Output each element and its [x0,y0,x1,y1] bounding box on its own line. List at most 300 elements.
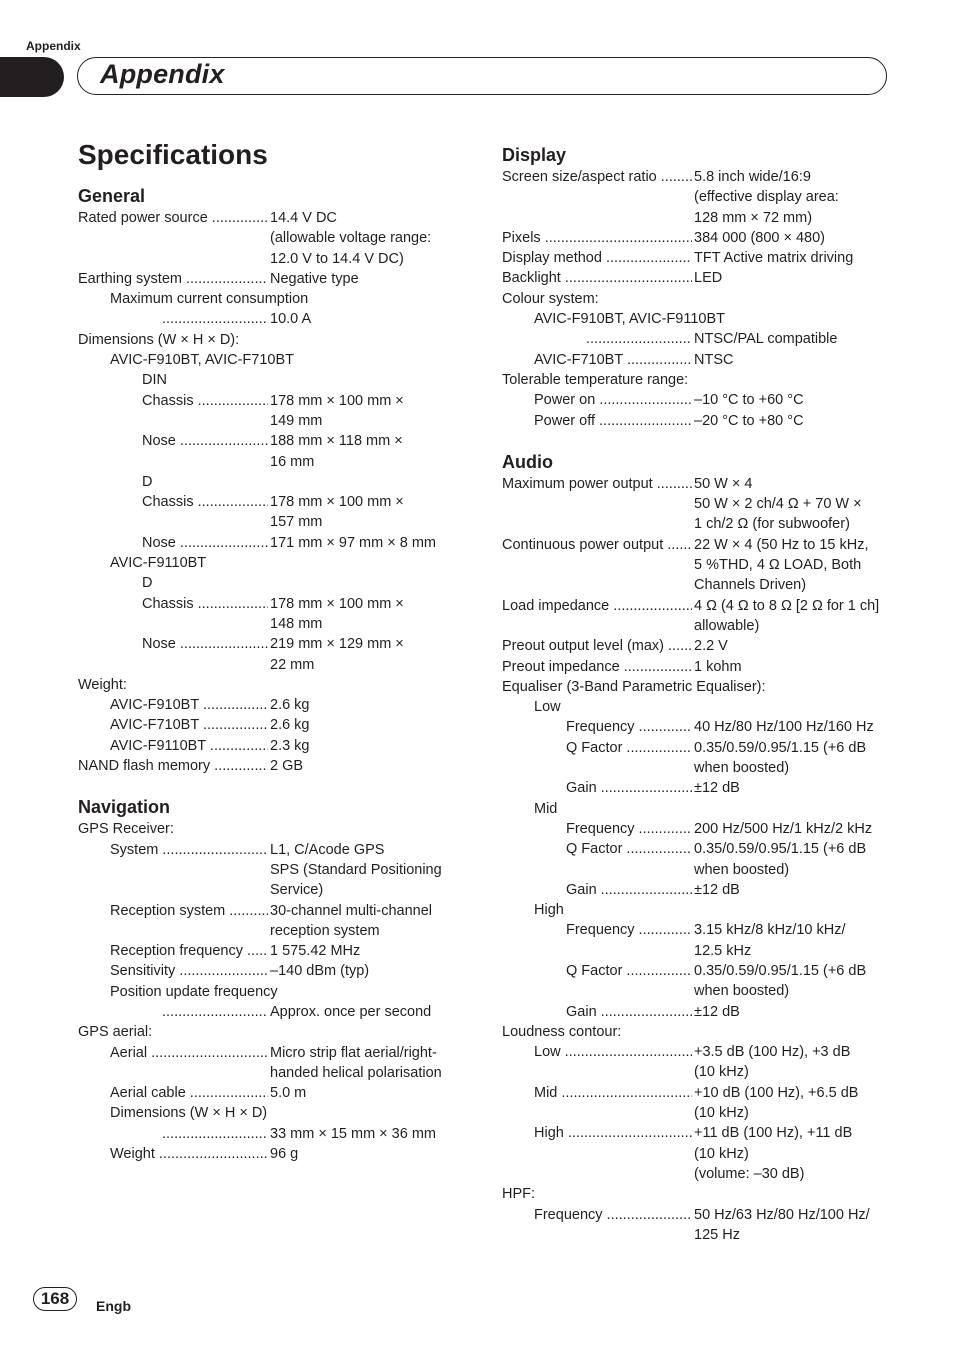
spec-row [78,208,468,269]
spec-row [502,636,892,656]
spec-value-line: 2.3 kg [270,737,310,754]
spec-label-text: Q Factor [566,841,623,858]
spec-row [502,1123,892,1184]
spec-value-line: (allowable voltage range: [270,230,432,247]
spec-label [142,533,268,553]
spec-value-line: Micro strip flat aerial/right- [270,1044,437,1061]
spec-label-text: Mid [534,1084,558,1101]
spec-value [694,474,892,535]
spec-label [110,1144,268,1164]
spec-label-text: Screen size/aspect ratio [502,169,657,185]
spec-row [78,634,468,675]
spec-heading-label: D [142,473,153,490]
spec-row [502,350,892,370]
spec-value-line: (volume: –30 dB) [694,1165,805,1182]
spec-heading-label: Tolerable temperature range: [502,371,689,388]
spec-value [270,695,468,715]
spec-value [270,901,468,942]
spec-row [502,778,892,798]
spec-row [78,1144,468,1164]
spec-value-line: 33 mm × 15 mm × 36 mm [270,1125,436,1142]
spec-row [502,1002,892,1022]
spec-value [270,269,468,289]
spec-value-line: 30-channel multi-channel [270,902,433,919]
spec-heading-label: Low [534,699,561,716]
spec-value [270,391,468,432]
spec-label-text: Preout impedance [502,658,620,675]
spec-value [270,961,468,981]
spec-row [78,1022,468,1042]
spec-row [78,269,468,289]
spec-value-line: 219 mm × 129 mm × [270,636,404,653]
spec-value-line: allowable) [694,617,760,634]
spec-value-line: +10 dB (100 Hz), +6.5 dB [694,1084,859,1101]
spec-heading-label: Equaliser (3-Band Parametric Equaliser): [502,678,766,695]
spec-row [502,819,892,839]
spec-value-line: ±12 dB [694,881,740,898]
spec-value-line: (effective display area: [694,189,839,206]
spec-label [110,695,268,715]
spec-value-line: 10.0 A [270,311,312,328]
spec-value-line: 200 Hz/500 Hz/1 kHz/2 kHz [694,820,873,837]
spec-label [502,596,692,616]
spec-value-line: 96 g [270,1146,299,1163]
spec-value [270,492,468,533]
spec-label [110,1083,268,1103]
spec-value-line: –10 °C to +60 °C [694,392,804,409]
spec-label-text: Aerial cable [110,1085,186,1102]
spec-value-line: 178 mm × 100 mm × [270,392,404,409]
spec-heading-label: High [534,902,564,919]
spec-row [78,330,468,350]
spec-label [502,268,692,288]
spec-row [502,535,892,596]
spec-label-text: Gain [566,881,597,898]
spec-label-text: Low [534,1044,561,1061]
spec-label-text: Backlight [502,270,561,287]
spec-value-line: 22 mm [270,656,315,673]
spec-row [502,738,892,779]
spec-value [270,1144,468,1164]
spec-label [566,839,692,859]
spec-row [78,431,468,472]
spec-row [502,167,892,228]
spec-label-text: High [534,1125,564,1142]
spec-value-line: 0.35/0.59/0.95/1.15 (+6 dB [694,739,867,756]
spec-value [694,411,892,431]
spec-heading-label: Weight: [78,676,127,693]
spec-value-line: Approx. once per second [270,1003,432,1020]
spec-label [566,717,692,737]
spec-value [694,717,892,737]
spec-value-line: +11 dB (100 Hz), +11 dB [694,1125,853,1142]
left-column [78,184,468,1164]
spec-value-line: (10 kHz) [694,1105,749,1122]
spec-row [502,1083,892,1124]
spec-value [694,248,892,268]
spec-value-line: 5.0 m [270,1085,307,1102]
spec-value-line: 178 mm × 100 mm × [270,595,404,612]
spec-value [694,1002,892,1022]
spec-label [142,431,268,451]
spec-label [162,309,268,329]
right-column [502,143,892,1245]
spec-row [502,268,892,288]
spec-value-line: L1, C/Acode GPS [270,841,385,858]
spec-value [694,1042,892,1083]
spec-label-text: AVIC-F710BT [110,717,199,734]
spec-row [78,594,468,635]
spec-row [502,717,892,737]
spec-row [502,799,892,819]
spec-value-line: ±12 dB [694,1003,740,1020]
spec-label [110,941,268,961]
spec-label-text: Chassis [142,392,194,409]
spec-value-line: TFT Active matrix driving [694,250,854,267]
spec-value-line: 188 mm × 118 mm × [270,433,403,450]
spec-value [270,756,468,776]
spec-value-line: 5 %THD, 4 Ω LOAD, Both [694,557,862,574]
spec-row [502,1022,892,1042]
spec-label-text: Gain [566,780,597,797]
spec-row [78,1083,468,1103]
spec-label-text: Reception system [110,902,226,919]
spec-value-line: 14.4 V DC [270,210,337,226]
spec-row [78,1002,468,1022]
spec-value-line: 128 mm × 72 mm) [694,209,813,226]
spec-label [502,228,692,248]
spec-value-line: 16 mm [270,453,315,470]
spec-value [694,1123,892,1184]
spec-label-text: Frequency [566,820,635,837]
spec-label-text: Continuous power output [502,536,664,553]
section-heading: Display [502,145,567,165]
spec-label [110,840,268,860]
spec-label-text: Maximum power output [502,475,653,492]
spec-value [270,840,468,901]
spec-value [270,634,468,675]
spec-row [78,715,468,735]
spec-value-line: 148 mm [270,615,323,632]
spec-value-line: 125 Hz [694,1226,740,1243]
spec-value-line: ±12 dB [694,780,740,797]
spec-value-line: 4 Ω (4 Ω to 8 Ω [2 Ω for 1 ch] [694,597,880,614]
spec-label [502,248,692,268]
spec-row [502,411,892,431]
spec-row [502,309,892,329]
spec-row [78,675,468,695]
spec-label [502,657,692,677]
spec-value [694,350,892,370]
spec-label [566,1002,692,1022]
spec-value-line: reception system [270,922,380,939]
spec-row [502,657,892,677]
spec-value-line: 40 Hz/80 Hz/100 Hz/160 Hz [694,719,874,736]
running-head: Appendix [26,39,81,53]
spec-row [502,596,892,637]
spec-label [110,961,268,981]
spec-heading-label: Position update frequency [110,983,278,1000]
spec-label [534,1083,692,1103]
spec-heading-label: GPS aerial: [78,1024,153,1041]
spec-heading-label: GPS Receiver: [78,821,174,838]
spec-label [78,269,268,289]
spec-value-line: 12.5 kHz [694,942,752,959]
section-heading: Audio [502,451,553,472]
spec-row [78,573,468,593]
spec-label [534,411,692,431]
spec-label-text: Load impedance [502,597,610,614]
spec-row [78,756,468,776]
spec-heading-label: DIN [142,372,167,389]
spec-value [694,636,892,656]
spec-heading-label: AVIC-F910BT, AVIC-F710BT [110,352,294,369]
spec-label [502,636,692,656]
spec-row [78,695,468,715]
section-tab [0,57,64,97]
spec-heading-label: Loudness contour: [502,1023,622,1040]
spec-label-text: AVIC-F710BT [534,351,623,368]
spec-value-line: –20 °C to +80 °C [694,412,804,429]
language-code: Engb [96,1298,131,1314]
spec-label [78,208,268,228]
spec-value [694,839,892,880]
spec-value [694,819,892,839]
spec-value [270,594,468,635]
spec-label-text: Nose [142,636,176,653]
spec-label-text: Pixels [502,229,541,246]
spec-heading-label: D [142,575,153,592]
spec-label-text: Sensitivity [110,963,176,980]
spec-label [566,819,692,839]
chapter-banner [77,57,887,95]
spec-label [502,535,692,555]
spec-value [694,228,892,248]
spec-row [502,1042,892,1083]
spec-label [534,350,692,370]
spec-value [694,961,892,1002]
spec-label [566,738,692,758]
spec-label-text: Frequency [534,1206,603,1223]
spec-row [502,1184,892,1204]
spec-value-line: when boosted) [694,760,790,777]
spec-value-line: 149 mm [270,412,323,429]
spec-label [566,920,692,940]
spec-value-line: 50 W × 2 ch/4 Ω + 70 W × [694,496,862,513]
spec-value-line: 2.6 kg [270,717,310,734]
spec-row [78,370,468,390]
spec-label-text: AVIC-F910BT [110,697,199,714]
spec-value [694,778,892,798]
spec-value [270,431,468,472]
spec-row [502,329,892,349]
spec-value-line: 2.2 V [694,638,728,655]
spec-row [78,819,468,839]
spec-heading-label: Dimensions (W × H × D) [110,1105,268,1122]
spec-value-line: 12.0 V to 14.4 V DC) [270,250,404,267]
spec-row [502,697,892,717]
spec-label [142,391,268,411]
spec-value-line: NTSC/PAL compatible [694,331,838,348]
spec-label [502,167,692,187]
spec-row [502,677,892,697]
spec-value-line: –140 dBm (typ) [270,963,370,980]
spec-value-line: handed helical polarisation [270,1064,442,1081]
spec-row [78,289,468,309]
spec-value-line: Negative type [270,270,359,287]
spec-heading-label: Dimensions (W × H × D): [78,331,240,348]
spec-label-text: Frequency [566,719,635,736]
spec-value-line: 3.15 kHz/8 kHz/10 kHz/ [694,922,846,939]
spec-row [502,370,892,390]
spec-row [502,1205,892,1246]
spec-label-text: Gain [566,1003,597,1020]
spec-value [270,208,468,269]
spec-row [78,736,468,756]
spec-value-line: SPS (Standard Positioning [270,861,442,878]
spec-value-line: LED [694,270,723,287]
spec-label-text: Earthing system [78,270,182,287]
spec-row [78,840,468,901]
spec-row [502,228,892,248]
spec-value-line: 50 Hz/63 Hz/80 Hz/100 Hz/ [694,1206,870,1223]
spec-value [694,268,892,288]
spec-row [78,350,468,370]
spec-label-text: Reception frequency [110,943,243,960]
spec-value-line: when boosted) [694,983,790,1000]
spec-label-text: Preout output level (max) [502,638,664,655]
spec-value [270,941,468,961]
spec-row [502,248,892,268]
spec-value [270,1124,468,1144]
spec-value [694,167,892,228]
spec-label-text: Power off [534,412,595,429]
spec-value [694,1205,892,1246]
spec-row [502,839,892,880]
spec-label-text: Chassis [142,595,194,612]
spec-row [78,941,468,961]
spec-label-text: Weight [110,1146,155,1163]
spec-heading-label: HPF: [502,1186,536,1203]
spec-row [78,472,468,492]
spec-value-line: 0.35/0.59/0.95/1.15 (+6 dB [694,841,867,858]
spec-row [78,1124,468,1144]
spec-value [270,1002,468,1022]
spec-value-line: 171 mm × 97 mm × 8 mm [270,534,436,551]
spec-row [78,901,468,942]
spec-value-line: 0.35/0.59/0.95/1.15 (+6 dB [694,962,867,979]
spec-row [502,880,892,900]
spec-value-line: (10 kHz) [694,1145,749,1162]
spec-value-line: NTSC [694,351,734,368]
spec-label [162,1124,268,1144]
spec-row [78,961,468,981]
spec-value-line: 22 W × 4 (50 Hz to 15 kHz, [694,536,869,553]
spec-row [502,920,892,961]
spec-label [142,492,268,512]
spec-value [270,533,468,553]
spec-value [694,1083,892,1124]
spec-row [502,474,892,535]
spec-row [78,533,468,553]
spec-value-line: 1 kohm [694,658,742,675]
spec-label-text: Display method [502,250,602,267]
spec-label [566,778,692,798]
spec-label-text: System [110,841,159,858]
spec-label-text: Rated power source [78,210,208,226]
spec-value-line: 50 W × 4 [694,475,753,492]
spec-value [270,715,468,735]
spec-label [566,880,692,900]
spec-label [502,474,692,494]
spec-value-line: 1 575.42 MHz [270,943,361,960]
spec-value [694,390,892,410]
spec-value [694,738,892,779]
spec-value-line: 384 000 (800 × 480) [694,229,826,246]
section-heading: Navigation [78,797,171,818]
spec-row [78,492,468,533]
spec-heading-label: Colour system: [502,290,599,307]
spec-row [502,900,892,920]
spec-row [78,982,468,1002]
spec-label [534,1205,692,1225]
spec-value-line: 157 mm [270,514,323,531]
spec-row [78,1103,468,1123]
spec-value-line: Channels Driven) [694,577,807,594]
spec-value [694,329,892,349]
spec-label-text: Power on [534,392,596,409]
spec-value-line: when boosted) [694,861,790,878]
spec-label [534,390,692,410]
chapter-title: Appendix [100,59,225,89]
spec-label [142,634,268,654]
spec-value-line: 2 GB [270,758,304,775]
spec-value-line: +3.5 dB (100 Hz), +3 dB [694,1044,851,1061]
spec-value [694,920,892,961]
spec-row [78,391,468,432]
spec-label [534,1042,692,1062]
spec-heading-label: AVIC-F9110BT [110,555,207,572]
spec-label-text: Q Factor [566,962,623,979]
spec-heading-label: Maximum current consumption [110,291,309,308]
spec-row [502,289,892,309]
spec-row [78,1043,468,1084]
spec-value-line: (10 kHz) [694,1064,749,1081]
spec-row [502,961,892,1002]
spec-label [110,736,268,756]
spec-heading-label: AVIC-F910BT, AVIC-F9110BT [534,311,725,328]
spec-row [502,390,892,410]
spec-label [162,1002,268,1022]
spec-value [694,657,892,677]
spec-label-text: Nose [142,433,176,450]
spec-value-line: 2.6 kg [270,697,310,714]
spec-label-text: NAND flash memory [78,758,211,775]
spec-label-text: Aerial [110,1044,148,1061]
spec-label-text: Q Factor [566,739,623,756]
spec-value [270,1083,468,1103]
spec-value [270,1043,468,1084]
spec-label-text: Chassis [142,494,194,511]
spec-value [694,880,892,900]
spec-label [110,901,268,921]
spec-label [142,594,268,614]
spec-value [694,596,892,637]
spec-heading-label: Mid [534,800,558,817]
spec-label-text: AVIC-F9110BT [110,737,206,754]
spec-row [78,309,468,329]
spec-value [694,535,892,596]
